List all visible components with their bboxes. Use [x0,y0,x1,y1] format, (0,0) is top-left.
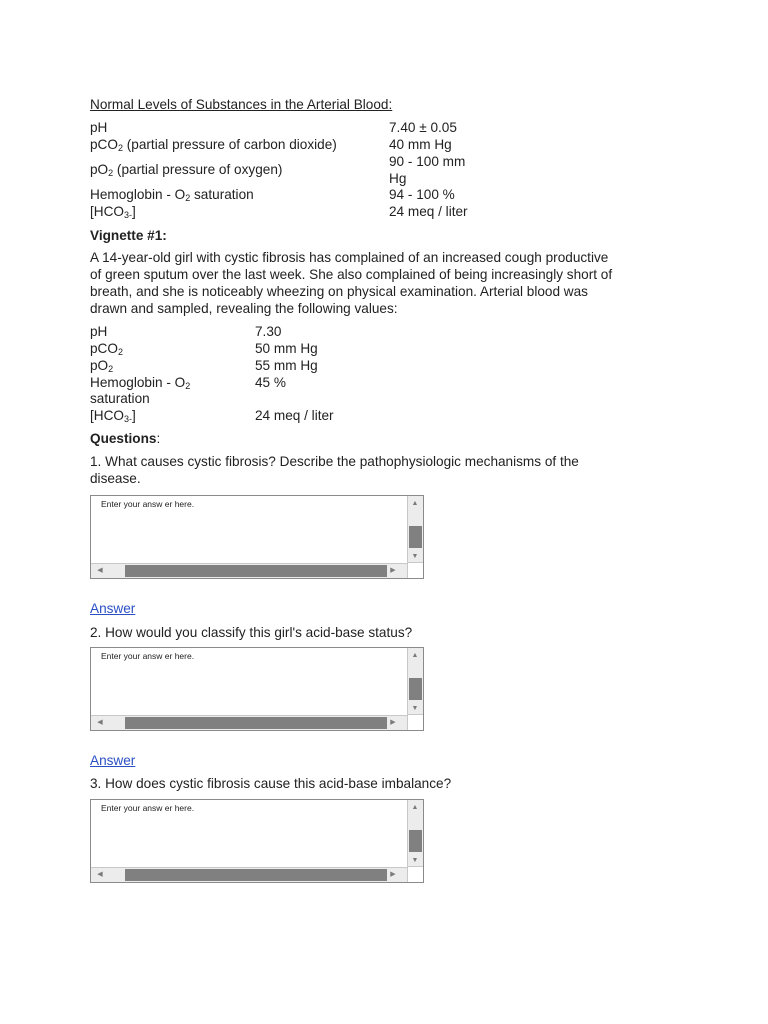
scroll-left-icon[interactable]: ◀ [97,719,103,726]
normal-row-hemoglobin-value: 94 - 100 % [389,187,455,202]
normal-row-pco2-name: pCO$_2$ (partial pressure of carbon dioxide) [90,137,337,153]
vertical-scrollbar[interactable] [407,496,423,564]
answer-textarea-1[interactable] [90,495,424,579]
vignette-row-hco3-value: 24 meq / liter [255,408,334,423]
scroll-right-icon[interactable]: ▶ [390,719,396,726]
horizontal-scrollbar[interactable] [91,563,408,578]
answer-textarea-3[interactable] [90,799,424,883]
scroll-down-icon[interactable]: ▼ [411,705,419,712]
normal-row-po2-name: $pO_2$ (partial pressure of oxygen) [90,162,283,178]
normal-levels-heading: Normal Levels of Substances in the Arterial Blood: [90,97,393,112]
scroll-thumb[interactable] [409,830,422,852]
answer-link-2[interactable]: Answer [90,753,136,768]
vignette-row-hemoglobin-name: Hemoglobin - $O_2$ [90,375,191,391]
scroll-right-icon[interactable]: ▶ [390,567,396,574]
question-3-line1: 3. How does cystic fibrosis cause this acid-base imbalance? [90,776,452,791]
scroll-down-icon[interactable]: ▼ [411,553,419,560]
vignette-text-line: of green sputum over the last week. She also complained of being increasingly short of [90,267,613,282]
vertical-scrollbar[interactable] [407,800,423,868]
vignette-row-hco3-name: $[HCO_{3-}]$ [90,408,136,424]
vignette-row-hemoglobin-value: 45 % [255,375,286,390]
scroll-left-icon[interactable]: ◀ [97,567,103,574]
question-2-line1: 2. How would you classify this girl's acid-base status? [90,625,413,640]
scroll-right-icon[interactable]: ▶ [390,871,396,878]
question-1-line2: disease. [90,471,141,486]
vignette-row-ph-name: pH [90,324,108,339]
answer-textarea-2[interactable] [90,647,424,731]
scroll-up-icon[interactable]: ▲ [411,652,419,659]
question-1-line1: 1. What causes cystic fibrosis? Describe the pathophysiologic mechanisms of the [90,454,579,469]
scroll-thumb[interactable] [409,678,422,700]
vertical-scrollbar[interactable] [407,648,423,716]
vignette-row-pco2-name: pCO$_2$ [90,341,123,357]
normal-row-po2-value-line1: 90 - 100 mm [389,154,466,169]
normal-row-pco2-value: 40 mm Hg [389,137,452,152]
scroll-thumb[interactable] [125,717,387,729]
answer-placeholder: Enter your answ er here. [101,803,195,813]
vignette-row-po2-value: 55 mm Hg [255,358,318,373]
scroll-corner [407,562,423,578]
questions-heading: Questions: [90,431,161,446]
scroll-up-icon[interactable]: ▲ [411,500,419,507]
scroll-up-icon[interactable]: ▲ [411,804,419,811]
answer-placeholder: Enter your answ er here. [101,499,195,509]
answer-placeholder: Enter your answ er here. [101,651,195,661]
scroll-thumb[interactable] [125,869,387,881]
scroll-thumb[interactable] [409,526,422,548]
normal-row-ph-name: pH [90,120,108,135]
scroll-corner [407,866,423,882]
vignette-title: Vignette #1: [90,228,167,243]
scroll-left-icon[interactable]: ◀ [97,871,103,878]
horizontal-scrollbar[interactable] [91,715,408,730]
vignette-text-line: breath, and she is noticeably wheezing on physical examination. Arterial blood was [90,284,588,299]
scroll-thumb[interactable] [125,565,387,577]
scroll-corner [407,714,423,730]
vignette-text-line: A 14-year-old girl with cystic fibrosis has complained of an increased cough productive [90,250,609,265]
vignette-row-pco2-value: 50 mm Hg [255,341,318,356]
vignette-row-hemoglobin-name-line2: saturation [90,391,150,406]
scroll-down-icon[interactable]: ▼ [411,857,419,864]
vignette-text-line: drawn and sampled, revealing the following values: [90,301,398,316]
vignette-row-po2-name: $pO_2$ [90,358,114,374]
normal-row-hco3-name: $[HCO_{3-}]$ [90,204,136,220]
vignette-row-ph-value: 7.30 [255,324,282,339]
normal-row-hemoglobin-name: Hemoglobin - $O_2$ saturation [90,187,254,203]
normal-row-ph-value: 7.40 ± 0.05 [389,120,457,135]
vignette-text [90,249,680,317]
answer-link-1[interactable]: Answer [90,601,136,616]
normal-row-hco3-value: 24 meq / liter [389,204,468,219]
horizontal-scrollbar[interactable] [91,867,408,882]
normal-row-po2-value-line2: Hg [389,171,407,186]
